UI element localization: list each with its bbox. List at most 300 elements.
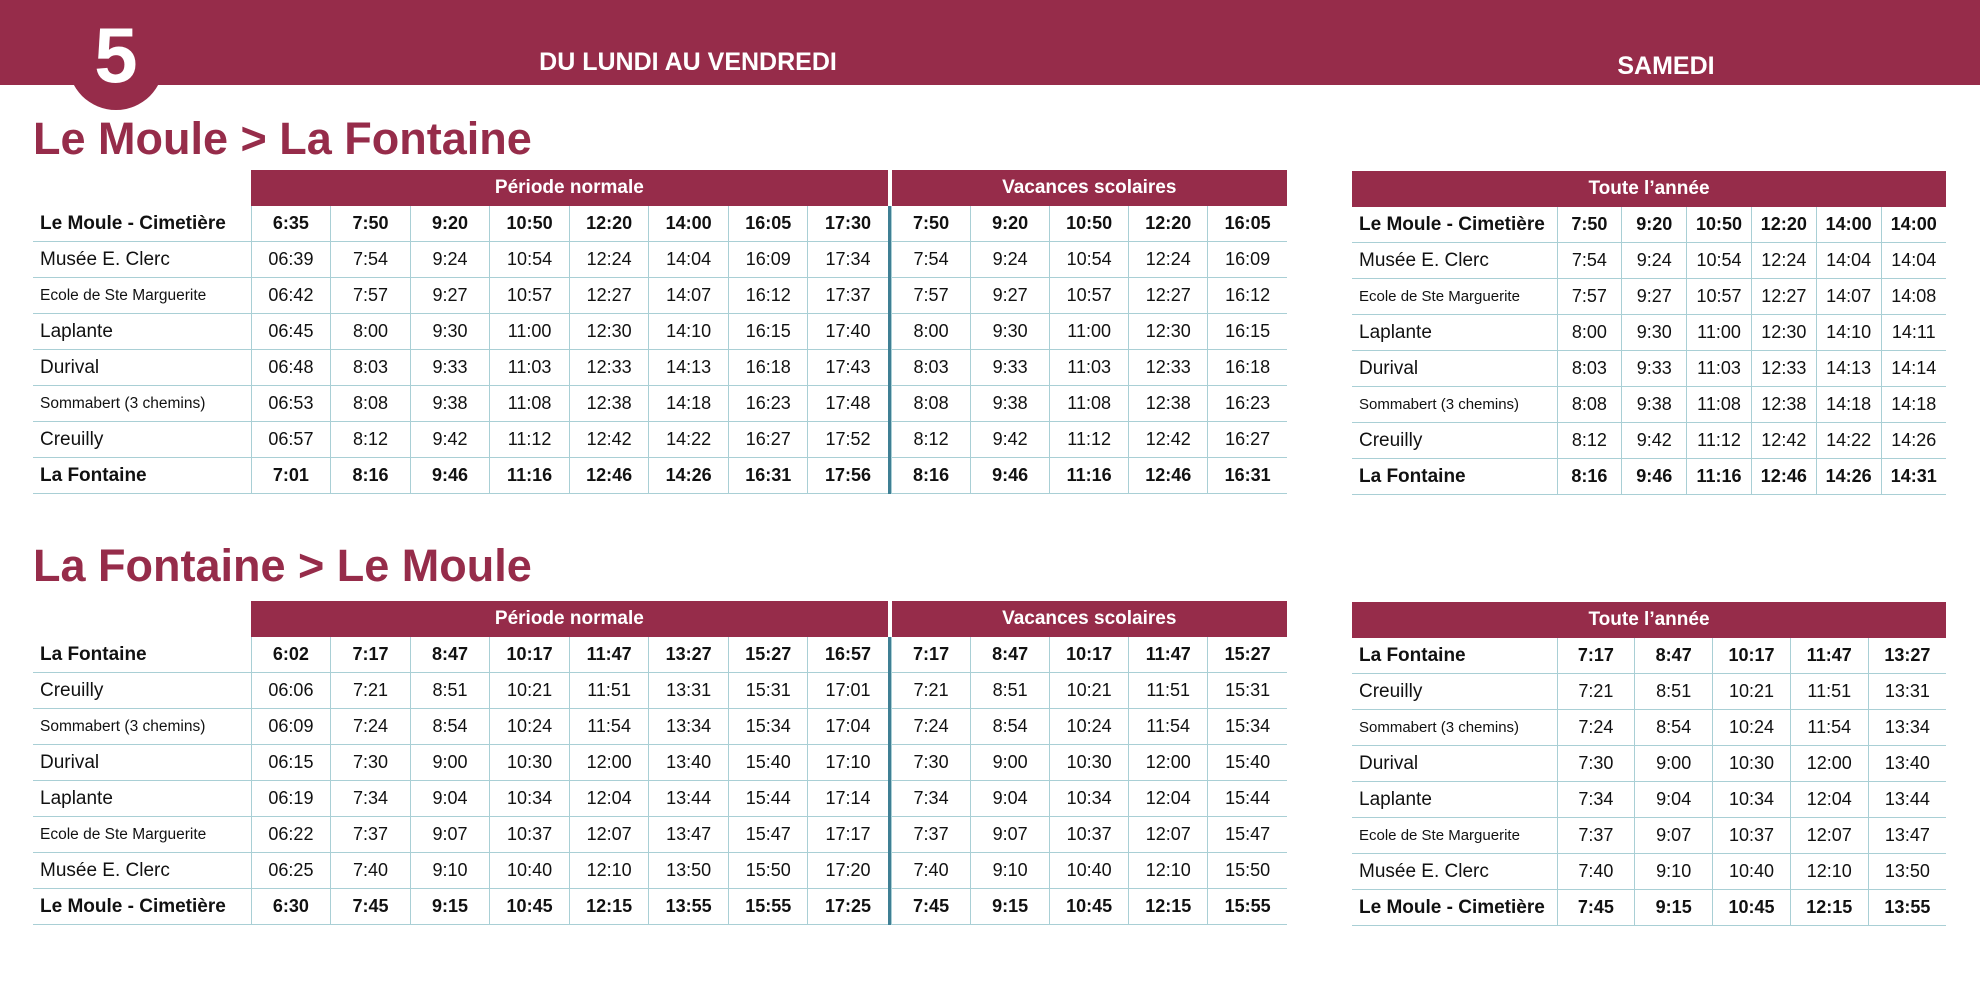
departure-time: 15:47 [1208, 817, 1287, 853]
departure-time: 15:55 [1208, 889, 1287, 925]
departure-time: 12:15 [569, 889, 649, 925]
departure-time: 10:17 [1713, 638, 1791, 674]
table-row [1352, 459, 1946, 495]
departure-time: 11:03 [490, 350, 570, 386]
departure-time: 9:33 [410, 350, 490, 386]
departure-time: 14:18 [649, 386, 729, 422]
departure-time: 9:30 [410, 314, 490, 350]
departure-time: 10:54 [490, 242, 570, 278]
departure-time: 11:03 [1687, 351, 1752, 387]
departure-time: 17:56 [808, 458, 888, 494]
departure-time: 9:33 [971, 350, 1050, 386]
table-row [1352, 207, 1946, 243]
departure-time: 7:45 [892, 889, 971, 925]
departure-time: 8:03 [892, 350, 971, 386]
departure-time: 12:42 [1751, 423, 1816, 459]
departure-time: 14:22 [649, 422, 729, 458]
saturday-label: SAMEDI [1617, 52, 1715, 80]
departure-time: 6:02 [251, 637, 331, 673]
departure-time: 10:37 [490, 817, 570, 853]
departure-time: 9:38 [971, 386, 1050, 422]
departure-time: 9:15 [1635, 890, 1713, 926]
stop-name: Laplante [1352, 315, 1557, 351]
departure-time: 14:04 [1816, 243, 1881, 279]
stop-name: La Fontaine [1352, 459, 1557, 495]
departure-time: 12:04 [569, 781, 649, 817]
departure-time: 16:09 [728, 242, 808, 278]
weekday-timetable [33, 601, 1287, 925]
table-row [33, 709, 1287, 745]
departure-time: 11:08 [1050, 386, 1129, 422]
departure-time: 12:00 [569, 745, 649, 781]
departure-time: 13:50 [649, 853, 729, 889]
departure-time: 06:19 [251, 781, 331, 817]
departure-time: 10:21 [490, 673, 570, 709]
departure-time: 16:27 [1208, 422, 1287, 458]
departure-time: 7:24 [892, 709, 971, 745]
timetable-rows [33, 206, 1287, 494]
departure-time: 11:08 [1687, 387, 1752, 423]
stop-name: Le Moule - Cimetière [1352, 890, 1557, 926]
departure-time: 12:38 [1751, 387, 1816, 423]
departure-time: 9:20 [971, 206, 1050, 242]
departure-time: 7:45 [1557, 890, 1635, 926]
stop-name: Creuilly [33, 673, 251, 709]
departure-time: 11:51 [569, 673, 649, 709]
departure-time: 14:00 [1816, 207, 1881, 243]
departure-time: 17:17 [808, 817, 888, 853]
table-row [1352, 710, 1946, 746]
table-row [1352, 746, 1946, 782]
departure-time: 17:37 [808, 278, 888, 314]
all-year-header: Toute l’année [1352, 171, 1946, 207]
departure-time: 14:18 [1816, 387, 1881, 423]
saturday-timetable [1352, 171, 1946, 495]
departure-time: 12:15 [1790, 890, 1868, 926]
departure-time: 17:04 [808, 709, 888, 745]
departure-time: 13:44 [1868, 782, 1946, 818]
departure-time: 13:34 [1868, 710, 1946, 746]
departure-time: 11:12 [490, 422, 570, 458]
departure-time: 12:46 [569, 458, 649, 494]
empty-header-cell [33, 170, 251, 206]
departure-time: 13:44 [649, 781, 729, 817]
stop-name: Sommabert (3 chemins) [1352, 710, 1557, 746]
departure-time: 9:07 [971, 817, 1050, 853]
departure-time: 10:40 [1050, 853, 1129, 889]
table-row [33, 745, 1287, 781]
table-row [1352, 243, 1946, 279]
table-row [33, 889, 1287, 925]
departure-time: 16:27 [728, 422, 808, 458]
table-row [33, 278, 1287, 314]
departure-time: 14:22 [1816, 423, 1881, 459]
departure-time: 8:51 [1635, 674, 1713, 710]
departure-time: 14:14 [1881, 351, 1946, 387]
departure-time: 06:06 [251, 673, 331, 709]
departure-time: 15:44 [728, 781, 808, 817]
departure-time: 8:00 [892, 314, 971, 350]
stop-name: Durival [1352, 746, 1557, 782]
stop-name: Ecole de Ste Marguerite [1352, 279, 1557, 315]
departure-time: 10:57 [490, 278, 570, 314]
departure-time: 7:21 [331, 673, 411, 709]
normal-period-header: Période normale [251, 170, 887, 206]
departure-time: 12:27 [1751, 279, 1816, 315]
departure-time: 17:52 [808, 422, 888, 458]
table-row [1352, 423, 1946, 459]
stop-name: Sommabert (3 chemins) [33, 386, 251, 422]
stop-name: Ecole de Ste Marguerite [33, 278, 251, 314]
departure-time: 10:30 [490, 745, 570, 781]
departure-time: 06:57 [251, 422, 331, 458]
table-row [33, 637, 1287, 673]
departure-time: 12:24 [569, 242, 649, 278]
departure-time: 11:54 [1790, 710, 1868, 746]
departure-time: 17:25 [808, 889, 888, 925]
table-row [33, 853, 1287, 889]
departure-time: 7:40 [331, 853, 411, 889]
departure-time: 13:55 [1868, 890, 1946, 926]
departure-time: 8:47 [1635, 638, 1713, 674]
departure-time: 6:30 [251, 889, 331, 925]
departure-time: 06:15 [251, 745, 331, 781]
departure-time: 7:34 [331, 781, 411, 817]
departure-time: 15:50 [728, 853, 808, 889]
departure-time: 7:21 [1557, 674, 1635, 710]
departure-time: 13:27 [1868, 638, 1946, 674]
departure-time: 10:40 [1713, 854, 1791, 890]
departure-time: 10:54 [1050, 242, 1129, 278]
departure-time: 11:51 [1129, 673, 1208, 709]
departure-time: 12:38 [1129, 386, 1208, 422]
departure-time: 12:00 [1790, 746, 1868, 782]
departure-time: 12:20 [1751, 207, 1816, 243]
departure-time: 11:47 [1790, 638, 1868, 674]
departure-time: 7:50 [331, 206, 411, 242]
departure-time: 10:34 [1050, 781, 1129, 817]
departure-time: 11:00 [1687, 315, 1752, 351]
departure-time: 14:26 [649, 458, 729, 494]
departure-time: 06:39 [251, 242, 331, 278]
departure-time: 9:04 [1635, 782, 1713, 818]
departure-time: 12:33 [569, 350, 649, 386]
departure-time: 17:48 [808, 386, 888, 422]
departure-time: 11:08 [490, 386, 570, 422]
departure-time: 8:08 [892, 386, 971, 422]
stop-name: Musée E. Clerc [33, 242, 251, 278]
departure-time: 06:25 [251, 853, 331, 889]
departure-time: 12:07 [569, 817, 649, 853]
departure-time: 13:50 [1868, 854, 1946, 890]
stop-name: Musée E. Clerc [33, 853, 251, 889]
departure-time: 17:20 [808, 853, 888, 889]
departure-time: 14:08 [1881, 279, 1946, 315]
departure-time: 12:27 [1129, 278, 1208, 314]
departure-time: 9:24 [971, 242, 1050, 278]
departure-time: 9:38 [410, 386, 490, 422]
departure-time: 7:17 [331, 637, 411, 673]
departure-time: 7:17 [1557, 638, 1635, 674]
departure-time: 12:33 [1129, 350, 1208, 386]
departure-time: 10:24 [1713, 710, 1791, 746]
departure-time: 10:45 [1713, 890, 1791, 926]
section-title: Le Moule > La Fontaine [33, 113, 532, 164]
departure-time: 16:12 [728, 278, 808, 314]
departure-time: 15:40 [728, 745, 808, 781]
table-row [1352, 890, 1946, 926]
stop-name: Ecole de Ste Marguerite [33, 817, 251, 853]
departure-time: 06:45 [251, 314, 331, 350]
departure-time: 8:00 [1557, 315, 1622, 351]
table-row [33, 314, 1287, 350]
departure-time: 9:24 [410, 242, 490, 278]
departure-time: 10:17 [1050, 637, 1129, 673]
departure-time: 9:07 [1635, 818, 1713, 854]
departure-time: 06:48 [251, 350, 331, 386]
departure-time: 14:31 [1881, 459, 1946, 495]
departure-time: 8:16 [892, 458, 971, 494]
departure-time: 11:12 [1050, 422, 1129, 458]
departure-time: 8:54 [971, 709, 1050, 745]
departure-time: 16:12 [1208, 278, 1287, 314]
departure-time: 12:07 [1790, 818, 1868, 854]
departure-time: 11:12 [1687, 423, 1752, 459]
departure-time: 16:05 [728, 206, 808, 242]
departure-time: 8:51 [971, 673, 1050, 709]
departure-time: 17:30 [808, 206, 888, 242]
departure-time: 10:21 [1713, 674, 1791, 710]
departure-time: 8:47 [410, 637, 490, 673]
departure-time: 13:34 [649, 709, 729, 745]
departure-time: 9:10 [1635, 854, 1713, 890]
departure-time: 9:33 [1622, 351, 1687, 387]
departure-time: 14:00 [649, 206, 729, 242]
departure-time: 8:54 [410, 709, 490, 745]
departure-time: 17:34 [808, 242, 888, 278]
stop-name: Creuilly [33, 422, 251, 458]
stop-name: Le Moule - Cimetière [33, 889, 251, 925]
departure-time: 17:01 [808, 673, 888, 709]
departure-time: 12:15 [1129, 889, 1208, 925]
departure-time: 12:24 [1751, 243, 1816, 279]
departure-time: 9:42 [1622, 423, 1687, 459]
stop-name: Durival [33, 745, 251, 781]
departure-time: 7:24 [1557, 710, 1635, 746]
departure-time: 16:09 [1208, 242, 1287, 278]
departure-time: 12:38 [569, 386, 649, 422]
departure-time: 8:03 [331, 350, 411, 386]
departure-time: 10:45 [1050, 889, 1129, 925]
weekdays-label: DU LUNDI AU VENDREDI [539, 48, 837, 76]
departure-time: 14:13 [649, 350, 729, 386]
departure-time: 10:50 [490, 206, 570, 242]
departure-time: 9:04 [410, 781, 490, 817]
stop-name: Creuilly [1352, 423, 1557, 459]
departure-time: 8:12 [331, 422, 411, 458]
departure-time: 12:46 [1129, 458, 1208, 494]
departure-time: 9:27 [1622, 279, 1687, 315]
departure-time: 16:23 [728, 386, 808, 422]
departure-time: 7:50 [892, 206, 971, 242]
table-row [1352, 387, 1946, 423]
departure-time: 06:22 [251, 817, 331, 853]
departure-time: 11:51 [1790, 674, 1868, 710]
departure-time: 16:15 [728, 314, 808, 350]
departure-time: 14:18 [1881, 387, 1946, 423]
all-year-header: Toute l’année [1352, 602, 1946, 638]
departure-time: 15:47 [728, 817, 808, 853]
departure-time: 8:12 [892, 422, 971, 458]
school-holiday-header: Vacances scolaires [892, 601, 1287, 637]
departure-time: 14:00 [1881, 207, 1946, 243]
departure-time: 7:54 [892, 242, 971, 278]
departure-time: 17:10 [808, 745, 888, 781]
departure-time: 7:30 [331, 745, 411, 781]
stop-name: La Fontaine [33, 637, 251, 673]
departure-time: 9:46 [410, 458, 490, 494]
departure-time: 17:14 [808, 781, 888, 817]
departure-time: 12:04 [1790, 782, 1868, 818]
departure-time: 12:30 [1129, 314, 1208, 350]
table-row [1352, 315, 1946, 351]
stop-name: La Fontaine [33, 458, 251, 494]
departure-time: 06:09 [251, 709, 331, 745]
table-row [33, 781, 1287, 817]
departure-time: 8:16 [331, 458, 411, 494]
departure-time: 10:34 [490, 781, 570, 817]
departure-time: 12:10 [1129, 853, 1208, 889]
timetable-rows [33, 637, 1287, 925]
departure-time: 8:00 [331, 314, 411, 350]
departure-time: 14:26 [1881, 423, 1946, 459]
departure-time: 7:40 [1557, 854, 1635, 890]
table-row [33, 673, 1287, 709]
departure-time: 14:13 [1816, 351, 1881, 387]
departure-time: 10:30 [1713, 746, 1791, 782]
departure-time: 9:30 [1622, 315, 1687, 351]
departure-time: 16:31 [1208, 458, 1287, 494]
stop-name: Ecole de Ste Marguerite [1352, 818, 1557, 854]
departure-time: 11:54 [569, 709, 649, 745]
departure-time: 13:55 [649, 889, 729, 925]
empty-header-cell [33, 601, 251, 637]
table-row [1352, 854, 1946, 890]
departure-time: 16:57 [808, 637, 888, 673]
departure-time: 9:30 [971, 314, 1050, 350]
departure-time: 14:04 [1881, 243, 1946, 279]
departure-time: 9:27 [971, 278, 1050, 314]
table-row [1352, 818, 1946, 854]
departure-time: 16:18 [728, 350, 808, 386]
departure-time: 11:16 [1687, 459, 1752, 495]
departure-time: 15:50 [1208, 853, 1287, 889]
departure-time: 7:37 [1557, 818, 1635, 854]
departure-time: 9:10 [971, 853, 1050, 889]
departure-time: 9:38 [1622, 387, 1687, 423]
stop-name: Durival [1352, 351, 1557, 387]
departure-time: 10:21 [1050, 673, 1129, 709]
departure-time: 16:05 [1208, 206, 1287, 242]
departure-time: 7:54 [1557, 243, 1622, 279]
departure-time: 9:00 [971, 745, 1050, 781]
table-row [1352, 279, 1946, 315]
departure-time: 7:21 [892, 673, 971, 709]
departure-time: 10:57 [1687, 279, 1752, 315]
departure-time: 10:34 [1713, 782, 1791, 818]
table-row [33, 242, 1287, 278]
departure-time: 13:40 [649, 745, 729, 781]
departure-time: 11:47 [569, 637, 649, 673]
departure-time: 7:57 [1557, 279, 1622, 315]
departure-time: 9:15 [971, 889, 1050, 925]
stop-name: Laplante [33, 314, 251, 350]
normal-period-header: Période normale [251, 601, 887, 637]
departure-time: 8:08 [1557, 387, 1622, 423]
departure-time: 9:15 [410, 889, 490, 925]
section-title: La Fontaine > Le Moule [33, 540, 532, 591]
departure-time: 7:54 [331, 242, 411, 278]
departure-time: 11:54 [1129, 709, 1208, 745]
departure-time: 9:04 [971, 781, 1050, 817]
departure-time: 12:00 [1129, 745, 1208, 781]
table-row [1352, 351, 1946, 387]
departure-time: 7:45 [331, 889, 411, 925]
stop-name: Creuilly [1352, 674, 1557, 710]
departure-time: 9:27 [410, 278, 490, 314]
departure-time: 9:24 [1622, 243, 1687, 279]
departure-time: 11:16 [1050, 458, 1129, 494]
stop-name: Musée E. Clerc [1352, 243, 1557, 279]
stop-name: Le Moule - Cimetière [1352, 207, 1557, 243]
departure-time: 13:47 [649, 817, 729, 853]
departure-time: 15:40 [1208, 745, 1287, 781]
departure-time: 6:35 [251, 206, 331, 242]
table-row [1352, 674, 1946, 710]
timetable-rows [1352, 207, 1946, 495]
departure-time: 8:54 [1635, 710, 1713, 746]
stop-name: La Fontaine [1352, 638, 1557, 674]
departure-time: 14:10 [1816, 315, 1881, 351]
departure-time: 9:00 [410, 745, 490, 781]
table-row [1352, 638, 1946, 674]
departure-time: 12:46 [1751, 459, 1816, 495]
departure-time: 14:04 [649, 242, 729, 278]
departure-time: 14:26 [1816, 459, 1881, 495]
departure-time: 15:31 [728, 673, 808, 709]
table-row [1352, 782, 1946, 818]
departure-time: 11:47 [1129, 637, 1208, 673]
departure-time: 10:17 [490, 637, 570, 673]
departure-time: 9:20 [1622, 207, 1687, 243]
stop-name: Musée E. Clerc [1352, 854, 1557, 890]
departure-time: 13:31 [1868, 674, 1946, 710]
departure-time: 10:57 [1050, 278, 1129, 314]
departure-time: 9:07 [410, 817, 490, 853]
table-row [33, 350, 1287, 386]
stop-name: Sommabert (3 chemins) [1352, 387, 1557, 423]
departure-time: 7:57 [892, 278, 971, 314]
line-number-badge: 5 [68, 0, 164, 110]
departure-time: 15:34 [728, 709, 808, 745]
departure-time: 15:44 [1208, 781, 1287, 817]
departure-time: 15:27 [728, 637, 808, 673]
departure-time: 9:00 [1635, 746, 1713, 782]
departure-time: 16:23 [1208, 386, 1287, 422]
departure-time: 9:20 [410, 206, 490, 242]
stop-name: Le Moule - Cimetière [33, 206, 251, 242]
timetable-rows [1352, 638, 1946, 926]
